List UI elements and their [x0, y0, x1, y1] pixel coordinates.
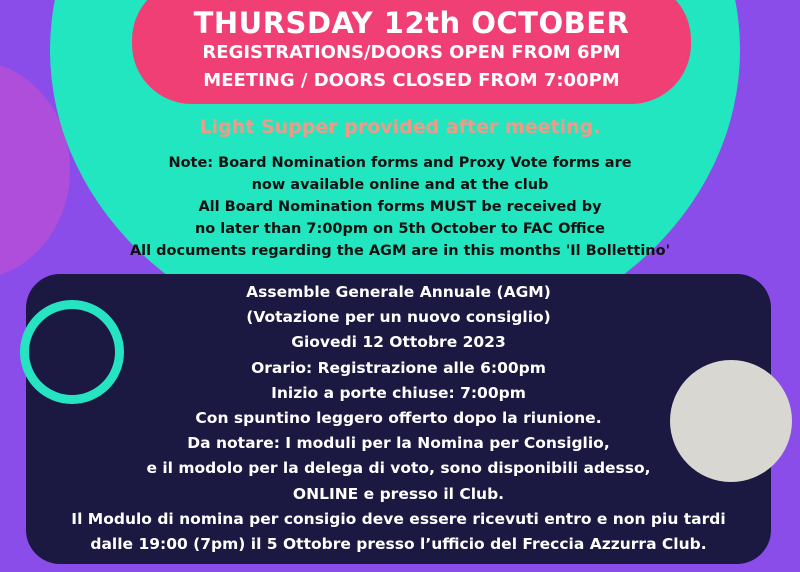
- registration-time: REGISTRATIONS/DOORS OPEN FROM 6PM: [202, 42, 621, 63]
- date-banner: [132, 0, 691, 104]
- english-note: [0, 152, 800, 262]
- note-line: now available online and at the club: [251, 177, 549, 193]
- italian-line: Orario: Registrazione alle 6:00pm: [251, 358, 546, 377]
- italian-line: e il modolo per la delega di voto, sono disponibili adesso,: [146, 459, 651, 478]
- note-line: All Board Nomination forms MUST be received by: [198, 199, 602, 215]
- italian-line: ONLINE e presso il Club.: [292, 484, 505, 503]
- italian-line: Giovedi 12 Ottobre 2023: [291, 333, 506, 352]
- note-line: no later than 7:00pm on 5th October to FAC Office: [194, 221, 606, 237]
- supper-notice: Light Supper provided after meeting.: [199, 116, 601, 138]
- italian-line: Con spuntino leggero offerto dopo la riunione.: [195, 409, 602, 428]
- italian-line: (Votazione per un nuovo consiglio): [246, 308, 551, 327]
- event-date-title: THURSDAY 12th OCTOBER: [193, 6, 630, 40]
- italian-text: [26, 280, 771, 557]
- note-line: Note: Board Nomination forms and Proxy Vote forms are: [168, 155, 632, 171]
- meeting-time: MEETING / DOORS CLOSED FROM 7:00PM: [203, 70, 620, 91]
- italian-line: Inizio a porte chiuse: 7:00pm: [271, 383, 526, 402]
- italian-line: Da notare: I moduli per la Nomina per Consiglio,: [187, 434, 610, 453]
- italian-line: Il Modulo di nomina per consigio deve essere ricevuti entro e non piu tardi: [71, 509, 726, 528]
- note-line: All documents regarding the AGM are in this months 'Il Bollettino': [129, 243, 671, 259]
- italian-line: dalle 19:00 (7pm) il 5 Ottobre presso l’ufficio del Freccia Azzurra Club.: [90, 535, 707, 554]
- italian-line: Assemble Generale Annuale (AGM): [246, 283, 551, 301]
